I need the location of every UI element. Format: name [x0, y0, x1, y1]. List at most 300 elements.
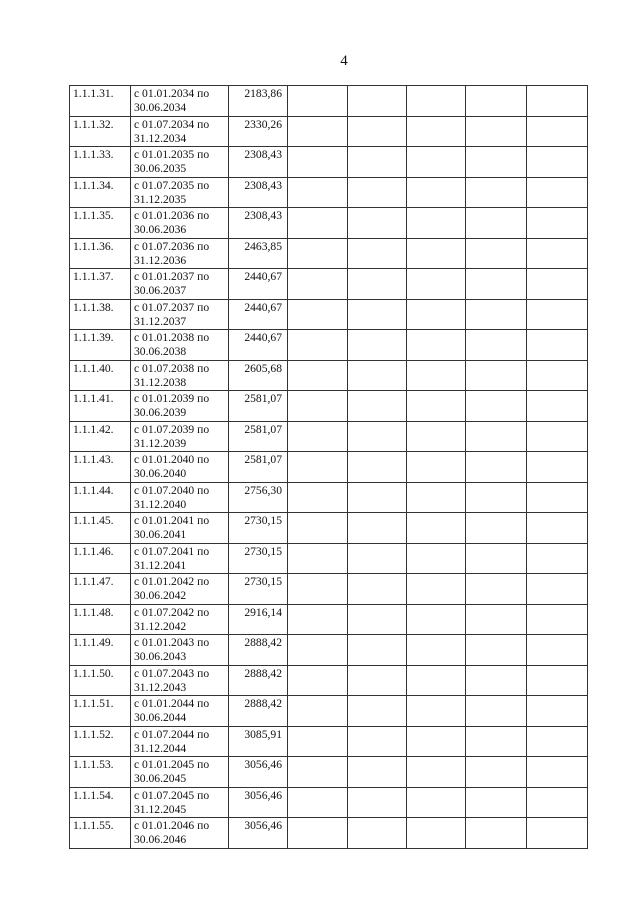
table-row [70, 665, 588, 696]
period-cell [131, 391, 229, 422]
period-end: 31.12.2040 [134, 497, 187, 511]
empty-cell [348, 543, 407, 574]
empty-cell [527, 574, 588, 605]
period-cell [131, 238, 229, 269]
empty-cell [348, 787, 407, 818]
value-cell [229, 696, 288, 727]
table-row [70, 757, 588, 788]
period-end: 31.12.2037 [134, 314, 187, 328]
table-row [70, 208, 588, 239]
value-cell [229, 726, 288, 757]
row-number: 1.1.1.53. [73, 758, 114, 771]
empty-cell [348, 665, 407, 696]
tariff-value: 2581,07 [244, 422, 282, 436]
row-number: 1.1.1.50. [73, 666, 114, 680]
period-start: с 01.07.2041 по [134, 544, 210, 558]
row-number-cell [70, 513, 131, 544]
value-cell [229, 177, 288, 208]
row-number-cell [70, 665, 131, 696]
tariff-value: 2888,42 [244, 636, 282, 649]
row-number: 1.1.1.39. [73, 331, 114, 344]
tariff-value: 2581,07 [244, 392, 282, 405]
empty-cell [407, 696, 466, 727]
empty-cell [527, 787, 588, 818]
empty-cell [466, 86, 527, 117]
tariff-value: 2440,67 [244, 331, 282, 344]
period-end: 31.12.2043 [134, 680, 187, 694]
period-end: 30.06.2040 [134, 467, 187, 480]
empty-cell [348, 116, 407, 147]
row-number-cell [70, 147, 131, 178]
empty-cell [348, 208, 407, 239]
empty-cell [407, 238, 466, 269]
empty-cell [527, 482, 588, 513]
empty-cell [348, 147, 407, 178]
value-cell [229, 330, 288, 361]
period-start: с 01.01.2037 по [134, 270, 210, 283]
empty-cell [288, 513, 348, 544]
row-number: 1.1.1.47. [73, 575, 114, 588]
empty-cell [407, 787, 466, 818]
period-start: с 01.07.2042 по [134, 605, 210, 619]
value-cell [229, 116, 288, 147]
empty-cell [527, 330, 588, 361]
value-cell [229, 665, 288, 696]
empty-cell [466, 269, 527, 300]
table-row [70, 482, 588, 513]
empty-cell [527, 604, 588, 635]
empty-cell [288, 574, 348, 605]
empty-cell [288, 330, 348, 361]
tariff-table [69, 85, 588, 849]
empty-cell [348, 726, 407, 757]
row-number: 1.1.1.44. [73, 483, 114, 497]
empty-cell [466, 177, 527, 208]
period-start: с 01.01.2045 по [134, 758, 210, 771]
empty-cell [348, 635, 407, 666]
empty-cell [288, 818, 348, 849]
empty-cell [407, 116, 466, 147]
empty-cell [348, 574, 407, 605]
table-row [70, 177, 588, 208]
empty-cell [348, 86, 407, 117]
period-start: с 01.01.2043 по [134, 636, 210, 649]
value-cell [229, 269, 288, 300]
row-number-cell [70, 177, 131, 208]
row-number-cell [70, 452, 131, 483]
row-number: 1.1.1.45. [73, 514, 114, 527]
empty-cell [527, 452, 588, 483]
empty-cell [407, 482, 466, 513]
empty-cell [288, 421, 348, 452]
empty-cell [466, 665, 527, 696]
period-start: с 01.07.2039 по [134, 422, 210, 436]
row-number: 1.1.1.36. [73, 239, 114, 253]
period-start: с 01.01.2042 по [134, 575, 210, 588]
empty-cell [348, 757, 407, 788]
empty-cell [466, 482, 527, 513]
empty-cell [288, 696, 348, 727]
row-number: 1.1.1.37. [73, 270, 114, 283]
tariff-value: 2183,86 [244, 87, 282, 100]
empty-cell [527, 513, 588, 544]
empty-cell [527, 360, 588, 391]
period-end: 30.06.2037 [134, 284, 187, 297]
period-start: с 01.07.2045 по [134, 788, 210, 802]
period-end: 30.06.2039 [134, 406, 187, 419]
row-number-cell [70, 543, 131, 574]
empty-cell [407, 452, 466, 483]
value-cell [229, 787, 288, 818]
row-number: 1.1.1.48. [73, 605, 114, 619]
period-end: 30.06.2038 [134, 345, 187, 358]
empty-cell [288, 116, 348, 147]
table-row [70, 604, 588, 635]
row-number: 1.1.1.51. [73, 697, 114, 710]
period-end: 31.12.2035 [134, 192, 187, 206]
period-cell [131, 482, 229, 513]
value-cell [229, 147, 288, 178]
empty-cell [527, 726, 588, 757]
empty-cell [407, 299, 466, 330]
empty-cell [348, 513, 407, 544]
empty-cell [466, 696, 527, 727]
row-number-cell [70, 818, 131, 849]
period-cell [131, 452, 229, 483]
empty-cell [348, 269, 407, 300]
row-number-cell [70, 360, 131, 391]
empty-cell [527, 116, 588, 147]
row-number: 1.1.1.42. [73, 422, 114, 436]
tariff-value: 2308,43 [244, 148, 282, 161]
empty-cell [288, 452, 348, 483]
empty-cell [407, 208, 466, 239]
row-number: 1.1.1.52. [73, 727, 114, 741]
row-number: 1.1.1.49. [73, 636, 114, 649]
period-end: 31.12.2038 [134, 375, 187, 389]
empty-cell [527, 86, 588, 117]
tariff-value: 2308,43 [244, 178, 282, 192]
period-end: 31.12.2039 [134, 436, 187, 450]
empty-cell [466, 513, 527, 544]
value-cell [229, 635, 288, 666]
table-row [70, 147, 588, 178]
period-end: 31.12.2042 [134, 619, 187, 633]
empty-cell [407, 147, 466, 178]
tariff-value: 2463,85 [244, 239, 282, 253]
row-number: 1.1.1.34. [73, 178, 114, 192]
row-number-cell [70, 604, 131, 635]
table-row [70, 452, 588, 483]
empty-cell [348, 299, 407, 330]
row-number: 1.1.1.31. [73, 87, 114, 100]
period-start: с 01.07.2044 по [134, 727, 210, 741]
value-cell [229, 86, 288, 117]
row-number-cell [70, 574, 131, 605]
row-number-cell [70, 299, 131, 330]
row-number: 1.1.1.41. [73, 392, 114, 405]
empty-cell [407, 635, 466, 666]
empty-cell [288, 391, 348, 422]
period-start: с 01.01.2040 по [134, 453, 210, 466]
empty-cell [407, 269, 466, 300]
empty-cell [466, 421, 527, 452]
value-cell [229, 513, 288, 544]
period-start: с 01.07.2036 по [134, 239, 210, 253]
row-number-cell [70, 421, 131, 452]
period-start: с 01.01.2039 по [134, 392, 210, 405]
value-cell [229, 818, 288, 849]
tariff-value: 2916,14 [244, 605, 282, 619]
empty-cell [466, 116, 527, 147]
empty-cell [466, 757, 527, 788]
tariff-value: 2440,67 [244, 270, 282, 283]
empty-cell [407, 665, 466, 696]
row-number-cell [70, 208, 131, 239]
empty-cell [527, 147, 588, 178]
empty-cell [288, 360, 348, 391]
empty-cell [348, 604, 407, 635]
period-end: 31.12.2044 [134, 741, 187, 755]
empty-cell [288, 543, 348, 574]
empty-cell [527, 696, 588, 727]
tariff-value: 3085,91 [244, 727, 282, 741]
table-row [70, 330, 588, 361]
row-number: 1.1.1.33. [73, 148, 114, 161]
tariff-value: 3056,46 [244, 819, 282, 832]
empty-cell [288, 482, 348, 513]
table-row [70, 726, 588, 757]
empty-cell [466, 635, 527, 666]
period-end: 30.06.2045 [134, 772, 187, 785]
empty-cell [288, 177, 348, 208]
empty-cell [407, 757, 466, 788]
empty-cell [407, 421, 466, 452]
period-end: 31.12.2036 [134, 253, 187, 267]
period-start: с 01.07.2043 по [134, 666, 210, 680]
period-cell [131, 513, 229, 544]
value-cell [229, 574, 288, 605]
page-number: 4 [340, 53, 348, 69]
tariff-value: 2888,42 [244, 666, 282, 680]
empty-cell [407, 391, 466, 422]
empty-cell [407, 574, 466, 605]
empty-cell [288, 238, 348, 269]
tariff-value: 2308,43 [244, 209, 282, 222]
empty-cell [527, 421, 588, 452]
tariff-value: 2888,42 [244, 697, 282, 710]
row-number-cell [70, 787, 131, 818]
table-row [70, 116, 588, 147]
table-row [70, 787, 588, 818]
value-cell [229, 360, 288, 391]
period-end: 30.06.2042 [134, 589, 187, 602]
period-cell [131, 86, 229, 117]
empty-cell [466, 208, 527, 239]
empty-cell [407, 513, 466, 544]
table-row [70, 421, 588, 452]
period-cell [131, 787, 229, 818]
tariff-value: 2756,30 [244, 483, 282, 497]
tariff-value: 3056,46 [244, 788, 282, 802]
empty-cell [407, 360, 466, 391]
empty-cell [407, 604, 466, 635]
table-row [70, 543, 588, 574]
empty-cell [466, 452, 527, 483]
empty-cell [288, 604, 348, 635]
period-cell [131, 360, 229, 391]
period-start: с 01.01.2034 по [134, 87, 210, 100]
value-cell [229, 543, 288, 574]
value-cell [229, 421, 288, 452]
row-number: 1.1.1.32. [73, 117, 114, 131]
empty-cell [348, 421, 407, 452]
period-cell [131, 177, 229, 208]
empty-cell [288, 269, 348, 300]
period-cell [131, 421, 229, 452]
period-cell [131, 208, 229, 239]
empty-cell [527, 299, 588, 330]
value-cell [229, 299, 288, 330]
empty-cell [527, 208, 588, 239]
table-body [70, 86, 588, 849]
period-cell [131, 665, 229, 696]
empty-cell [288, 86, 348, 117]
empty-cell [348, 391, 407, 422]
period-start: с 01.07.2038 по [134, 361, 210, 375]
empty-cell [527, 665, 588, 696]
period-start: с 01.07.2035 по [134, 178, 210, 192]
value-cell [229, 482, 288, 513]
row-number-cell [70, 635, 131, 666]
empty-cell [288, 665, 348, 696]
period-start: с 01.07.2040 по [134, 483, 210, 497]
table-row [70, 818, 588, 849]
period-end: 30.06.2043 [134, 650, 187, 663]
row-number-cell [70, 482, 131, 513]
table-row [70, 635, 588, 666]
row-number-cell [70, 726, 131, 757]
period-start: с 01.01.2041 по [134, 514, 210, 527]
empty-cell [466, 543, 527, 574]
period-cell [131, 635, 229, 666]
tariff-value: 2730,15 [244, 514, 282, 527]
period-cell [131, 299, 229, 330]
empty-cell [527, 818, 588, 849]
tariff-value: 2581,07 [244, 453, 282, 466]
period-end: 30.06.2035 [134, 162, 187, 175]
empty-cell [466, 330, 527, 361]
row-number-cell [70, 391, 131, 422]
empty-cell [348, 238, 407, 269]
period-cell [131, 757, 229, 788]
empty-cell [407, 543, 466, 574]
empty-cell [527, 543, 588, 574]
value-cell [229, 208, 288, 239]
row-number-cell [70, 330, 131, 361]
period-end: 30.06.2041 [134, 528, 187, 541]
empty-cell [466, 818, 527, 849]
row-number-cell [70, 757, 131, 788]
empty-cell [527, 238, 588, 269]
empty-cell [288, 787, 348, 818]
empty-cell [348, 330, 407, 361]
empty-cell [527, 757, 588, 788]
tariff-value: 2730,15 [244, 575, 282, 588]
empty-cell [348, 482, 407, 513]
empty-cell [288, 726, 348, 757]
tariff-value: 3056,46 [244, 758, 282, 771]
table-row [70, 299, 588, 330]
row-number-cell [70, 116, 131, 147]
period-start: с 01.01.2044 по [134, 697, 210, 710]
period-end: 31.12.2041 [134, 558, 187, 572]
period-start: с 01.01.2036 по [134, 209, 210, 222]
empty-cell [348, 696, 407, 727]
empty-cell [407, 818, 466, 849]
row-number: 1.1.1.43. [73, 453, 114, 466]
value-cell [229, 238, 288, 269]
empty-cell [348, 452, 407, 483]
empty-cell [527, 177, 588, 208]
empty-cell [348, 360, 407, 391]
table-row [70, 269, 588, 300]
table-row [70, 574, 588, 605]
period-end: 30.06.2046 [134, 833, 187, 846]
table-row [70, 391, 588, 422]
empty-cell [466, 787, 527, 818]
row-number-cell [70, 86, 131, 117]
period-end: 31.12.2045 [134, 802, 187, 816]
row-number: 1.1.1.54. [73, 788, 114, 802]
empty-cell [407, 177, 466, 208]
period-cell [131, 574, 229, 605]
table-row [70, 696, 588, 727]
row-number: 1.1.1.35. [73, 209, 114, 222]
value-cell [229, 391, 288, 422]
tariff-value: 2730,15 [244, 544, 282, 558]
empty-cell [466, 360, 527, 391]
period-start: с 01.07.2037 по [134, 300, 210, 314]
empty-cell [466, 238, 527, 269]
table-row [70, 238, 588, 269]
empty-cell [348, 818, 407, 849]
empty-cell [288, 299, 348, 330]
empty-cell [288, 208, 348, 239]
empty-cell [466, 726, 527, 757]
row-number: 1.1.1.40. [73, 361, 114, 375]
table-row [70, 86, 588, 117]
period-end: 30.06.2036 [134, 223, 187, 236]
period-end: 30.06.2044 [134, 711, 187, 724]
empty-cell [348, 177, 407, 208]
table-row [70, 360, 588, 391]
table-row [70, 513, 588, 544]
tariff-value: 2440,67 [244, 300, 282, 314]
period-start: с 01.01.2046 по [134, 819, 210, 832]
tariff-value: 2605,68 [244, 361, 282, 375]
empty-cell [466, 299, 527, 330]
empty-cell [527, 391, 588, 422]
period-cell [131, 116, 229, 147]
tariff-value: 2330,26 [244, 117, 282, 131]
period-start: с 01.07.2034 по [134, 117, 210, 131]
row-number-cell [70, 269, 131, 300]
period-cell [131, 543, 229, 574]
value-cell [229, 452, 288, 483]
empty-cell [407, 726, 466, 757]
row-number-cell [70, 238, 131, 269]
